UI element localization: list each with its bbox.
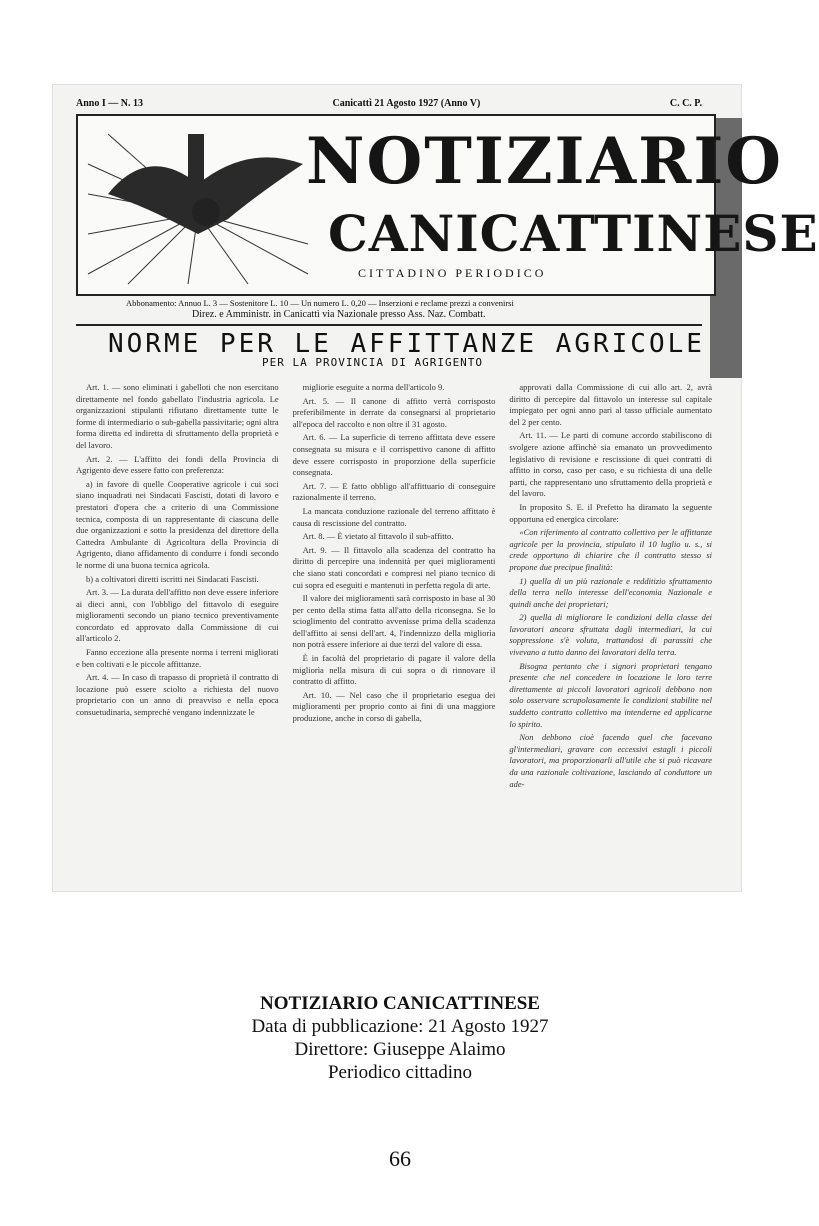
paragraph: migliorie eseguite a norma dell'articolo 9. bbox=[302, 382, 445, 392]
masthead-banner bbox=[76, 114, 819, 296]
paragraph: Art. 6. — La superficie di terreno affittata deve essere consegnata su misura e il corrispettivo canone di affitto deve essere corrisposto in proporzione della superficie consegnata. bbox=[292, 432, 496, 478]
page-number: 66 bbox=[389, 1146, 411, 1171]
paragraph: Non debbono cioè facendo quel che facevano gl'intermediari, gravare con eccessivi estagli i piccoli lavoratori, ma proporzionarli all'utile che si può ricavare da una razionale coltivazione, lasciando al conduttore un ade- bbox=[509, 732, 713, 789]
caption-date: Data di pubblicazione: 21 Agosto 1927 bbox=[251, 1016, 549, 1037]
article-column-1 bbox=[76, 382, 279, 822]
paragraph: 2) quella di migliorare le condizioni della classe dei lavoratori ancora sfruttata dagli intermediari, la cui soppressione s'è voluta, trattandosi di parassiti che vivevano a tutto danno dei lavoratori della terra. bbox=[509, 612, 713, 658]
masthead-info bbox=[76, 98, 702, 109]
ccp-label: C. C. P. bbox=[669, 98, 702, 109]
title-line-2: CANICATTINESE bbox=[328, 204, 819, 263]
paragraph: b) a coltivatori diretti iscritti nei Sindacati Fascisti. bbox=[86, 573, 259, 584]
paragraph: Fanno eccezione alla presente norma i terreni migliorati e ben coltivati e le piccole affittanze. bbox=[76, 647, 279, 669]
caption-kind: Periodico cittadino bbox=[327, 1062, 473, 1083]
article-headline: NORME PER LE AFFITTANZE AGRICOLE bbox=[108, 329, 705, 359]
paragraph: In proposito S. E. il Prefetto ha diramato la seguente opportuna ed energica circolare: bbox=[509, 501, 713, 524]
paragraph: Art. 8. — È vietato al fittavolo il sub-affitto. bbox=[302, 531, 454, 542]
paragraph: Art. 7. — E fatto obbligo all'affittuario di conseguire razionalmente il terreno. bbox=[292, 480, 496, 503]
paragraph: Bisogna pertanto che i signori proprietari tengano presente che nel concedere in locazione le loro terre direttamente ai piccoli lavoratori agricoli debbono non solo osservare scrupolosamente le condizioni stabilite nel suddetto contratto collettivo ma intenderne ed applicarne lo spirito. bbox=[509, 660, 713, 729]
paragraph: Art. 5. — Il canone di affitto verrà corrisposto preferibilmente in derrate da consegnarsi al proprietario all'epoca del raccolto e non oltre il 31 agosto. bbox=[292, 395, 496, 429]
issue-number: Anno I — N. 13 bbox=[76, 98, 143, 109]
paragraph: Art. 10. — Nel caso che il proprietario esegua dei miglioramenti per proprio conto ai fini di una maggiore produzione, anche in corso di gabella, bbox=[292, 689, 496, 724]
article-column-3 bbox=[509, 382, 712, 822]
paragraph: Il valore dei miglioramenti sarà corrisposto in base al 30 per cento della stima fatta all'atto della riconsegna. Se lo scioglimento del contratto avvenisse prima della scadenza dell'affitto ai sensi dell'art. 4, l'indennizzo della migliorìa non potrà essere inferiore ai due terzi del valore di essa. bbox=[292, 593, 496, 650]
caption-title: NOTIZIARIO CANICATTINESE bbox=[260, 993, 540, 1014]
paragraph: È in facoltà del proprietario di pagare il valore della migliorìa nella misura di cui sopra o di rinnovare il contratto di affitto. bbox=[292, 653, 496, 687]
paragraph: Art. 3. — La durata dell'affitto non deve essere inferiore ai dieci anni, con l'obbligo del fittavolo di eseguire miglioramenti secondo un piano tecnico preventivamente concordato ed approvato dalla Commissione di cui all'articolo 2. bbox=[76, 587, 279, 644]
administration-info: Direz. e Amministr. in Canicattì via Nazionale presso Ass. Naz. Combatt. bbox=[192, 309, 486, 320]
paragraph: approvati dalla Commissione di cui allo art. 2, avrà diritto di percepire dal fittavolo un interesse sul capitale impiegato per ogni anno pari al tasso ufficiale aumentato del 2 per cento. bbox=[509, 382, 713, 427]
dateline: Canicattì 21 Agosto 1927 (Anno V) bbox=[332, 98, 481, 109]
paragraph: La mancata conduzione razionale del terreno affittato è causa di rescissione del contratto. bbox=[292, 505, 496, 528]
periodical-type: CITTADINO PERIODICO bbox=[358, 266, 547, 280]
article-column-2 bbox=[293, 382, 496, 822]
paragraph: Art. 2. — L'affitto dei fondi della Provincia di Agrigento deve essere fatto con preferenza: bbox=[76, 453, 279, 476]
paragraph: Art. 11. — Le parti di comune accordo stabiliscono di svolgere azione affinchè sia emanato un provvedimento legislativo di revisione e rescissione di quei contratti di affitto in corso, caso per caso, e su richiesta di una delle parti, che rappresentano uno sfruttamento della proprietà e del lavoro. bbox=[509, 430, 713, 499]
newspaper-scan bbox=[52, 84, 819, 892]
paragraph: Art. 9. — Il fittavolo alla scadenza del contratto ha diritto di percepire una indennità per quei miglioramenti che siano stati concordati e compresi nel piano tecnico di cui sopra ed eseguiti e mantenuti in perfetta regola di arte. bbox=[292, 544, 496, 590]
caption-director: Direttore: Giuseppe Alaimo bbox=[294, 1039, 506, 1060]
paragraph: a) in favore di quelle Cooperative agricole i cui soci siano inquadrati nei Sindacati Fascisti, dotati di lavoro e prestatori d'opera che a criterio di una Commissione tecnica, composta di un rappresentante di ciascuna delle due organizzazioni e sotto la presidenza del direttore della Cattedra Ambulante di Agricoltura della Provincia di Agrigento, diano affidamento di condurre i fondi secondo le norme di una buona tecnica agricola. bbox=[76, 478, 279, 570]
title-line-1: NOTIZIARIO bbox=[306, 124, 783, 199]
paragraph: Art. 1. — sono eliminati i gabelloti che non esercitano direttamente nel fondo gabellato l'industria agricola. Le organizzazioni stipulanti rifiutano direttamente tutte le forme di intermediario o sub-gabella passivitarie; ogni altra forma diretta ed indiretta di sfruttamento della proprietà e del lavoro. bbox=[76, 382, 279, 450]
paragraph: Art. 4. — In caso di trapasso di proprietà il contratto di locazione può essere sciolto a richiesta del nuovo proprietario con un anno di preavviso e nella epoca consuetudinaria, semprechè vengano indennizzate le bbox=[76, 672, 279, 718]
caption bbox=[0, 992, 800, 1084]
article-subheadline: PER LA PROVINCIA DI AGRIGENTO bbox=[262, 356, 484, 369]
paragraph: «Con riferimento al contratto collettivo per le affittanze agricole per la provincia, stipulato il 10 luglio u. s., si crede opportuno di chiarire che il contratto stesso si propone due precipue finalità: bbox=[509, 527, 713, 572]
eagle-emblem-icon bbox=[88, 124, 308, 284]
divider bbox=[76, 324, 702, 326]
article-columns bbox=[76, 382, 712, 822]
subscription-info: Abbonamento: Annuo L. 3 — Sostenitore L. 10 — Un numero L. 0,20 — Inserzioni e reclame prezzi a convenirsi bbox=[126, 298, 514, 308]
paragraph: 1) quella di un più razionale e redditizio sfruttamento della terra nello interesse dell'economia Nazionale e quindi anche dei proprietari; bbox=[509, 575, 713, 609]
